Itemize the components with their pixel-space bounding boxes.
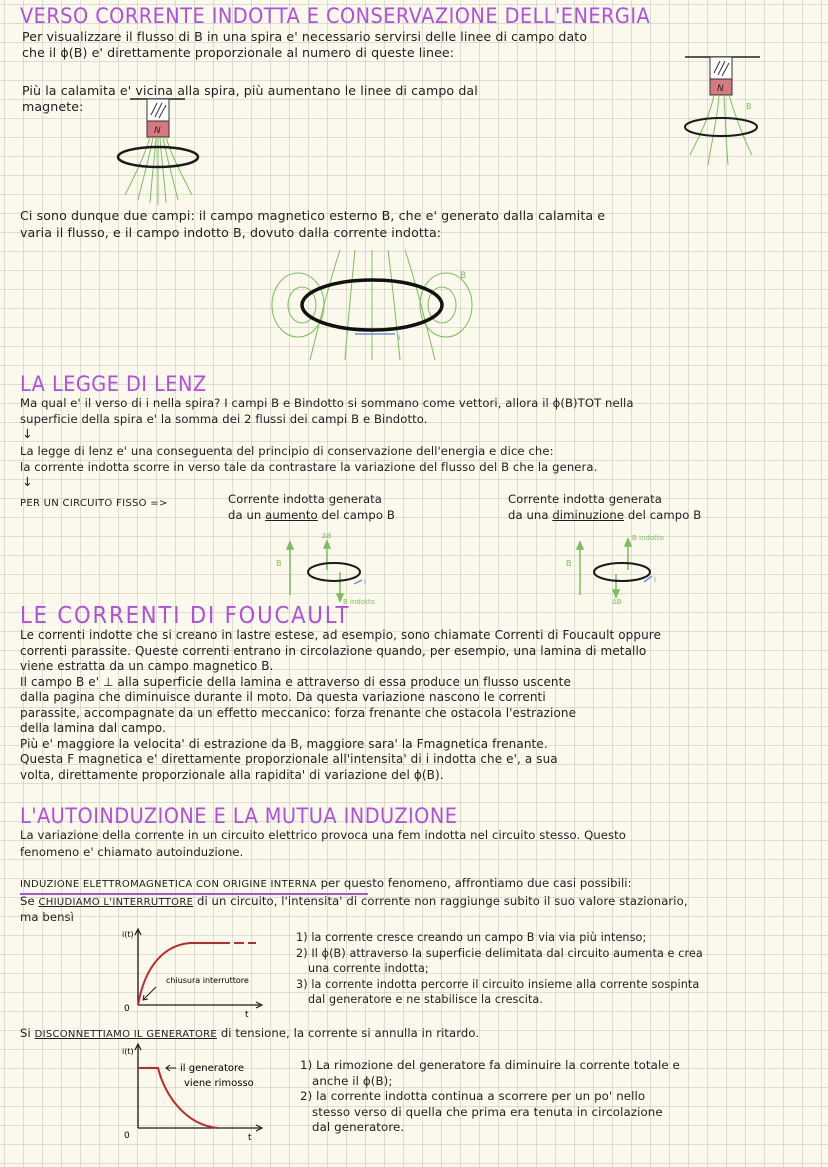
heading-foucault: LE CORRENTI DI FOUCAULT — [20, 603, 351, 629]
magnet-near-coil-diagram — [100, 95, 230, 205]
induced-field-diagram — [260, 250, 500, 360]
heading-verso-corrente: VERSO CORRENTE INDOTTA E CONSERVAZIONE DELL'ENERGIA — [20, 4, 651, 28]
text-line: superficie della spira e' la somma dei 2 flussi dei campi B e Bindotto. — [20, 412, 428, 426]
svg-text:B indotto: B indotto — [343, 598, 375, 606]
svg-text:B: B — [276, 559, 282, 568]
svg-text:i(t): i(t) — [122, 930, 134, 939]
svg-text:0: 0 — [124, 1131, 130, 1141]
text-line: Più la calamita e' vicina alla spira, più aumentano le linee di campo dal — [22, 83, 478, 98]
text-line: ma bensì — [20, 910, 74, 924]
disconnect-line: Si DISCONNETTIAMO IL GENERATORE di tensione, la corrente si annulla in ritardo. — [20, 1026, 480, 1040]
svg-text:ΔB: ΔB — [322, 532, 332, 540]
svg-text:t: t — [248, 1133, 252, 1143]
text-line: magnete: — [22, 99, 84, 114]
svg-text:B: B — [746, 102, 752, 111]
svg-text:B: B — [460, 271, 467, 281]
text-line: Ma qual e' il verso di i nella spira? I campi B e Bindotto si sommano come vettori, allora il ϕ(B)TOT nella — [20, 396, 634, 410]
internal-induction-line: INDUZIONE ELETTROMAGNETICA CON ORIGINE INTERNA per questo fenomeno, affrontiamo due casi possibili: — [20, 876, 632, 890]
svg-text:chiusura interruttore: chiusura interruttore — [166, 976, 249, 985]
svg-text:i: i — [654, 576, 656, 584]
fixed-circuit-label: PER UN CIRCUITO FISSO => — [20, 498, 168, 509]
svg-text:0: 0 — [124, 1004, 130, 1014]
svg-text:i(t): i(t) — [122, 1047, 134, 1056]
magnet-far-coil-diagram — [680, 55, 780, 175]
arrow-down: ↓ — [22, 426, 33, 441]
heading-legge-lenz: LA LEGGE DI LENZ — [20, 372, 207, 396]
svg-text:ΔB: ΔB — [612, 598, 622, 606]
lenz-decrease-diagram — [550, 530, 700, 605]
svg-text:N: N — [154, 126, 161, 136]
svg-text:N: N — [717, 84, 724, 94]
current-decay-graph — [110, 1040, 280, 1143]
svg-text:i: i — [364, 578, 366, 586]
text-line: varia il flusso, e il campo indotto B, dovuto dalla corrente indotta: — [20, 225, 442, 240]
svg-text:viene rimosso: viene rimosso — [184, 1078, 254, 1089]
text-line: Ci sono dunque due campi: il campo magnetico esterno B, che e' generato dalla calamita e — [20, 208, 606, 223]
svg-text:B: B — [566, 559, 572, 568]
case-increase-line1: Corrente indotta generata — [228, 492, 383, 506]
internal-induction-highlight: INDUZIONE ELETTROMAGNETICA CON ORIGINE INTERNA — [20, 879, 317, 890]
text-line: La variazione della corrente in un circuito elettrico provoca una fem indotta nel circuito stesso. Questo — [20, 828, 626, 842]
text-line: La legge di lenz e' una conseguenta del principio di conservazione dell'energia e dice che: — [20, 444, 554, 458]
close-switch-line: Se CHIUDIAMO L'INTERRUTTORE di un circuito, l'intensita' di corrente non raggiunge subito il suo valore stazionario, — [20, 894, 688, 908]
svg-text:il generatore: il generatore — [180, 1063, 245, 1074]
text-line: che il ϕ(B) e' direttamente proporzionale al numero di queste linee: — [22, 45, 455, 60]
text-line: Per visualizzare il flusso di B in una spira e' necessario servirsi delle linee di campo dato — [22, 29, 588, 44]
svg-text:i: i — [398, 333, 401, 342]
svg-text:t: t — [245, 1010, 249, 1020]
heading-autoinduzione: L'AUTOINDUZIONE E LA MUTUA INDUZIONE — [20, 804, 458, 828]
close-points-list: 1) la corrente cresce creando un campo B via via più intenso; 2) Il ϕ(B) attraverso la superficie delimitata dal circuito aumenta e crea una corrente indotta; 3) la corrente indotta percorre il circuito insieme alla corrente sospinta dal generatore e ne stabilisce la crescita. — [296, 931, 703, 1006]
case-decrease-line2: da una diminuzione del campo B — [508, 508, 702, 522]
text-line: fenomeno e' chiamato autoinduzione. — [20, 845, 244, 859]
lenz-increase-diagram — [270, 530, 410, 605]
case-increase-line2: da un aumento del campo B — [228, 508, 395, 522]
text-line: la corrente indotta scorre in verso tale da contrastare la variazione del flusso del B che la genera. — [20, 460, 598, 474]
current-rise-graph — [110, 925, 280, 1020]
open-points-list: 1) La rimozione del generatore fa diminuire la corrente totale e anche il ϕ(B); 2) la corrente indotta continua a scorrere per un po' nello stesso verso di quella che prima era tenuta in circolazione dal generatore. — [300, 1058, 680, 1134]
foucault-paragraph: Le correnti indotte che si creano in lastre estese, ad esempio, sono chiamate Correnti di Foucault oppure correnti parassite. Queste correnti entrano in circolazione quando, per esempio, una lamina di metallo viene estratta da un campo magnetico B. Il campo B e' ⊥ alla superficie della lamina e attraverso di essa produce un flusso uscente dalla pagina che diminuisce durante il moto. Da questa variazione nascono le correnti parassite, accompagnate da un effetto meccanico: forza frenante che ostacola l'estrazione della lamina dal campo. Più e' maggiore la velocita' di estrazione da B, maggiore sara' la Fmagnetica frenante. Questa F magnetica e' direttamente proporzionale all'intensita' di i indotta che e', a sua volta, direttamente proporzionale alla rapidita' di variazione del ϕ(B). — [20, 628, 662, 782]
case-decrease-line1: Corrente indotta generata — [508, 492, 663, 506]
svg-text:B indotto: B indotto — [632, 534, 664, 542]
arrow-down: ↓ — [22, 474, 33, 489]
